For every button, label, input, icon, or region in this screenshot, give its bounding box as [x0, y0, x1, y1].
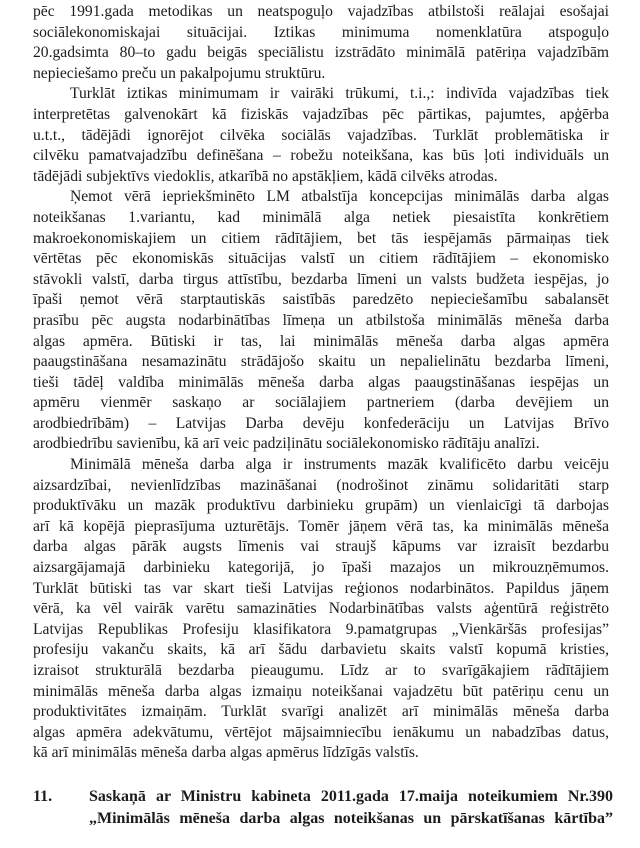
text-line: arodbiedrību savienību, kā arī veic padziļinātu sociālekonomisko rādītāju analīzi.: [33, 435, 540, 453]
text-line: u.t.t., tādējādi ignorējot cilvēka sociālās vajadzības. Turklāt problemātiska ir: [33, 126, 609, 144]
section-number: 11.: [33, 788, 53, 805]
text-line: 20.gadsimta 80–to gadu beigās speciālistu izstrādāto minimālā patēriņa vajadzībām: [33, 44, 609, 62]
text-line: Turklāt būtiski tas var skart tieši Latvijas reģionos nodarbinātos. Papildus jāņem: [33, 579, 609, 597]
text-line: tieši tādēļ valdība minimālās mēneša darba algas paaugstināšanas iespējas un: [33, 373, 609, 391]
text-line: izraisot strukturālā bezdarba pieaugumu. Līdz ar to svarīgākajiem rādītājiem: [33, 662, 609, 679]
text-line: interpretētas galvenokārt kā fiziskās vajadzības pēc pārtikas, pajumtes, apģērba: [33, 105, 609, 123]
text-line: produktīvāku un mazāk produktīvu darbinieku grupām) un vienlaicīgi tā darbojas: [33, 497, 609, 515]
text-line: vērā, ka vēl vairāk varētu samazināties Nodarbinātības valsts aģentūrā reģistrēto: [33, 600, 609, 618]
text-line: minimālās mēneša darba algas izmaiņu noteikšanai vajadzētu būt patēriņu cenu un: [33, 682, 609, 700]
body-text: [33, 2, 609, 764]
text-line: aizsargājamajā darbinieku kategorijā, jo īpaši mazajos un mikrouzņēmumos.: [33, 559, 609, 577]
section-heading: [33, 786, 613, 830]
text-line: makroekonomiskajiem un citiem rādītājiem, bet tās iespējamās pārmaiņas tiek: [33, 229, 609, 247]
text-line: arī kā kopējā pieprasījuma uzturētājs. Tomēr jāņem vērā tas, ka minimālās mēneša: [33, 517, 609, 535]
text-line: pēc 1991.gada metodikas un neatspoguļo vajadzības atbilstoši reālajai esošajai: [33, 3, 609, 20]
text-line: prasību pēc augsta nodarbinātības līmeņa un atbilstoša minimālās mēneša darba: [33, 311, 609, 329]
text-line: algas apmēra adekvātumu, vērtējot mājsaimniecību ienākumu un nabadzības datus,: [33, 723, 609, 741]
paragraph: [33, 2, 609, 84]
paragraph: [33, 187, 609, 455]
text-line: apmēru vienmēr saskaņo ar sociālajiem partneriem (darba devējiem un: [33, 394, 609, 412]
text-line: aizsardzībai, nevienlīdzības mazināšanai (nodrošinot zināmu solidaritāti starp: [33, 476, 609, 494]
text-line: stāvokli valstī, darba tirgus attīstību, bezdarba līmeni un valsts budžeta iespējas, jo: [33, 270, 609, 288]
text-line: arodbiedrībām) – Latvijas Darba devēju konfederāciju un Latvijas Brīvo: [33, 414, 609, 432]
text-line: kā arī minimālās mēneša darba algas apmērus līdzīgās valstīs.: [33, 744, 419, 762]
heading-title-line-1: Saskaņā ar Ministru kabineta 2011.gada 17.maija noteikumiem Nr.390: [89, 788, 613, 805]
text-line: nepieciešamo preču un pakalpojumu struktūru.: [33, 64, 326, 82]
text-line: Latvijas Republikas Profesiju klasifikatora 9.pamatgrupas „Vienkāršās profesijas”: [33, 620, 609, 638]
text-line: profesiju vakanču skaits, kā arī šādu darbavietu skaits valstī kopumā kristies,: [33, 641, 609, 659]
text-line: tādējādi subjektīvs viedoklis, atkarībā no apstākļiem, kādā cilvēks atrodas.: [33, 167, 498, 185]
text-line: Turklāt iztikas minimumam ir vairāki trūkumi, t.i.,: indivīda vajadzības tiek: [70, 85, 609, 103]
heading-title-line-2: „Minimālās mēneša darba algas noteikšanas un pārskatīšanas kārtība”: [89, 810, 613, 827]
text-line: īpaši ņemot vērā starptautiskās saistībās paredzēto nepieciešamību sabalansēt: [33, 291, 609, 309]
text-line: cilvēku pamatvajadzību definēšana – robežu noteikšana, kas būs ļoti individuāls un: [33, 147, 609, 165]
text-line: algas apmēra. Būtiski ir tas, lai minimālās mēneša darba algas apmēra: [33, 332, 609, 350]
text-line: produktivitātes izmaiņām. Turklāt svarīgi analizēt arī minimālās mēneša darba: [33, 703, 609, 721]
text-line: noteikšanas 1.variantu, kad minimālā alga netiek piesaistīta konkrētiem: [33, 208, 609, 226]
text-line: vērtētas pēc ekonomiskās situācijas valstī un citiem rādītājiem – ekonomisko: [33, 250, 609, 268]
heading-line-1: [33, 786, 613, 808]
text-line: sociālekonomiskajai situācijai. Iztikas minimuma nomenklatūra atspoguļo: [33, 23, 609, 41]
text-line: Minimālā mēneša darba alga ir instruments mazāk kvalificēto darbu veicēju: [70, 456, 609, 474]
paragraph: [33, 455, 609, 764]
text-line: Ņemot vērā iepriekšminēto LM atbalstīja koncepcijas minimālās darba algas: [70, 188, 609, 206]
text-line: darba algas pārāk augsts līmenis vai straujš kāpums var izraisīt bezdarbu: [33, 538, 609, 556]
text-line: paaugstināšana nesamazinātu strādājošo skaitu un nepalielinātu bezdarba līmeni,: [33, 353, 609, 371]
paragraph: [33, 84, 609, 187]
